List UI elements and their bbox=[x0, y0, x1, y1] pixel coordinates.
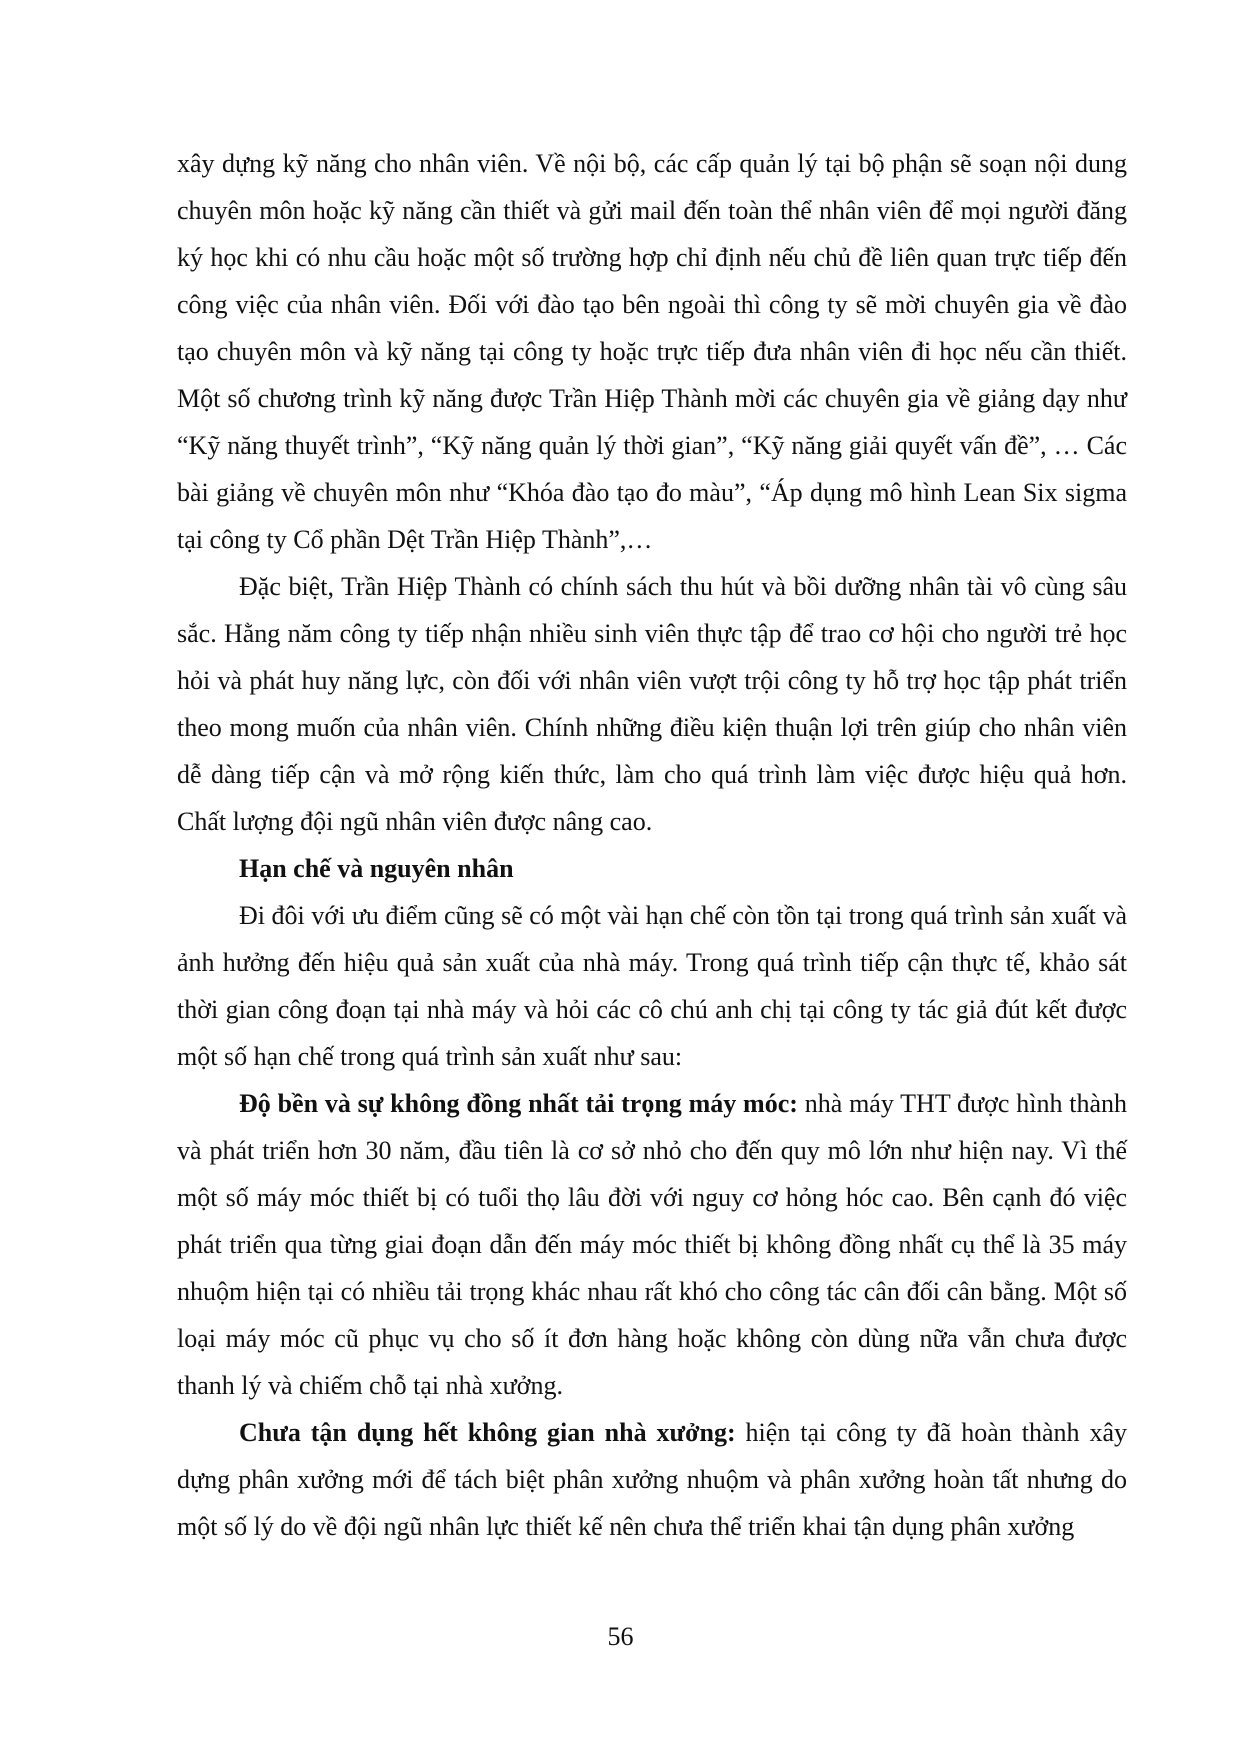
paragraph-factory-space bbox=[177, 1409, 1127, 1550]
paragraph-limitations-intro bbox=[177, 892, 1127, 1080]
paragraph-continued bbox=[177, 140, 1127, 563]
paragraph-machine-durability bbox=[177, 1080, 1127, 1409]
page-number: 56 bbox=[607, 1622, 634, 1651]
paragraph-text: Đi đôi với ưu điểm cũng sẽ có một vài hạn chế còn tồn tại trong quá trình sản xuất và ảnh hưởng đến hiệu quả sản xuất của nhà máy. Trong quá trình tiếp cận thực tế, khảo sát thời gian công đoạn tại nhà máy và hỏi các cô chú anh chị tại công ty tác giả đút kết được một số hạn chế trong quá trình sản xuất như sau: bbox=[177, 901, 1127, 1071]
paragraph-talent-policy bbox=[177, 563, 1127, 845]
paragraph-text: Đặc biệt, Trần Hiệp Thành có chính sách thu hút và bồi dưỡng nhân tài vô cùng sâu sắc. Hằng năm công ty tiếp nhận nhiều sinh viên thực tập để trao cơ hội cho người trẻ học hỏi và phát huy năng lực, còn đối với nhân viên vượt trội công ty hỗ trợ học tập phát triển theo mong muốn của nhân viên. Chính những điều kiện thuận lợi trên giúp cho nhân viên dễ dàng tiếp cận và mở rộng kiến thức, làm cho quá trình làm việc được hiệu quả hơn. Chất lượng đội ngũ nhân viên được nâng cao. bbox=[177, 572, 1127, 836]
heading-text: Hạn chế và nguyên nhân bbox=[239, 854, 514, 883]
paragraph-text: nhà máy THT được hình thành và phát triển hơn 30 năm, đầu tiên là cơ sở nhỏ cho đến quy mô lớn như hiện nay. Vì thế một số máy móc thiết bị có tuổi thọ lâu đời với nguy cơ hỏng hóc cao. Bên cạnh đó việc phát triển qua từng giai đoạn dẫn đến máy móc thiết bị không đồng nhất cụ thể là 35 máy nhuộm hiện tại có nhiều tải trọng khác nhau rất khó cho công tác cân đối cân bằng. Một số loại máy móc cũ phục vụ cho số ít đơn hàng hoặc không còn dùng nữa vẫn chưa được thanh lý và chiếm chỗ tại nhà xưởng. bbox=[177, 1089, 1128, 1400]
paragraph-lead: Chưa tận dụng hết không gian nhà xưởng: bbox=[239, 1418, 736, 1447]
paragraph-text: hiện tại công ty đã hoàn thành xây dựng phân xưởng mới để tách biệt phân xưởng nhuộm và phân xưởng hoàn tất nhưng do một số lý do về đội ngũ nhân lực thiết kế nên chưa thể triển khai tận dụng phân xưởng bbox=[177, 1418, 1127, 1541]
page-body bbox=[177, 140, 1127, 1550]
section-heading bbox=[177, 845, 1127, 892]
paragraph-lead: Độ bền và sự không đồng nhất tải trọng máy móc: bbox=[239, 1089, 798, 1118]
paragraph-text: xây dựng kỹ năng cho nhân viên. Về nội bộ, các cấp quản lý tại bộ phận sẽ soạn nội dung chuyên môn hoặc kỹ năng cần thiết và gửi mail đến toàn thể nhân viên để mọi người đăng ký học khi có nhu cầu hoặc một số trường hợp chỉ định nếu chủ đề liên quan trực tiếp đến công việc của nhân viên. Đối với đào tạo bên ngoài thì công ty sẽ mời chuyên gia về đào tạo chuyên môn và kỹ năng tại công ty hoặc trực tiếp đưa nhân viên đi học nếu cần thiết. Một số chương trình kỹ năng được Trần Hiệp Thành mời các chuyên gia về giảng dạy như “Kỹ năng thuyết trình”, “Kỹ năng quản lý thời gian”, “Kỹ năng giải quyết vấn đề”, … Các bài giảng về chuyên môn như “Khóa đào tạo đo màu”, “Áp dụng mô hình Lean Six sigma tại công ty Cổ phần Dệt Trần Hiệp Thành”,… bbox=[177, 149, 1127, 554]
